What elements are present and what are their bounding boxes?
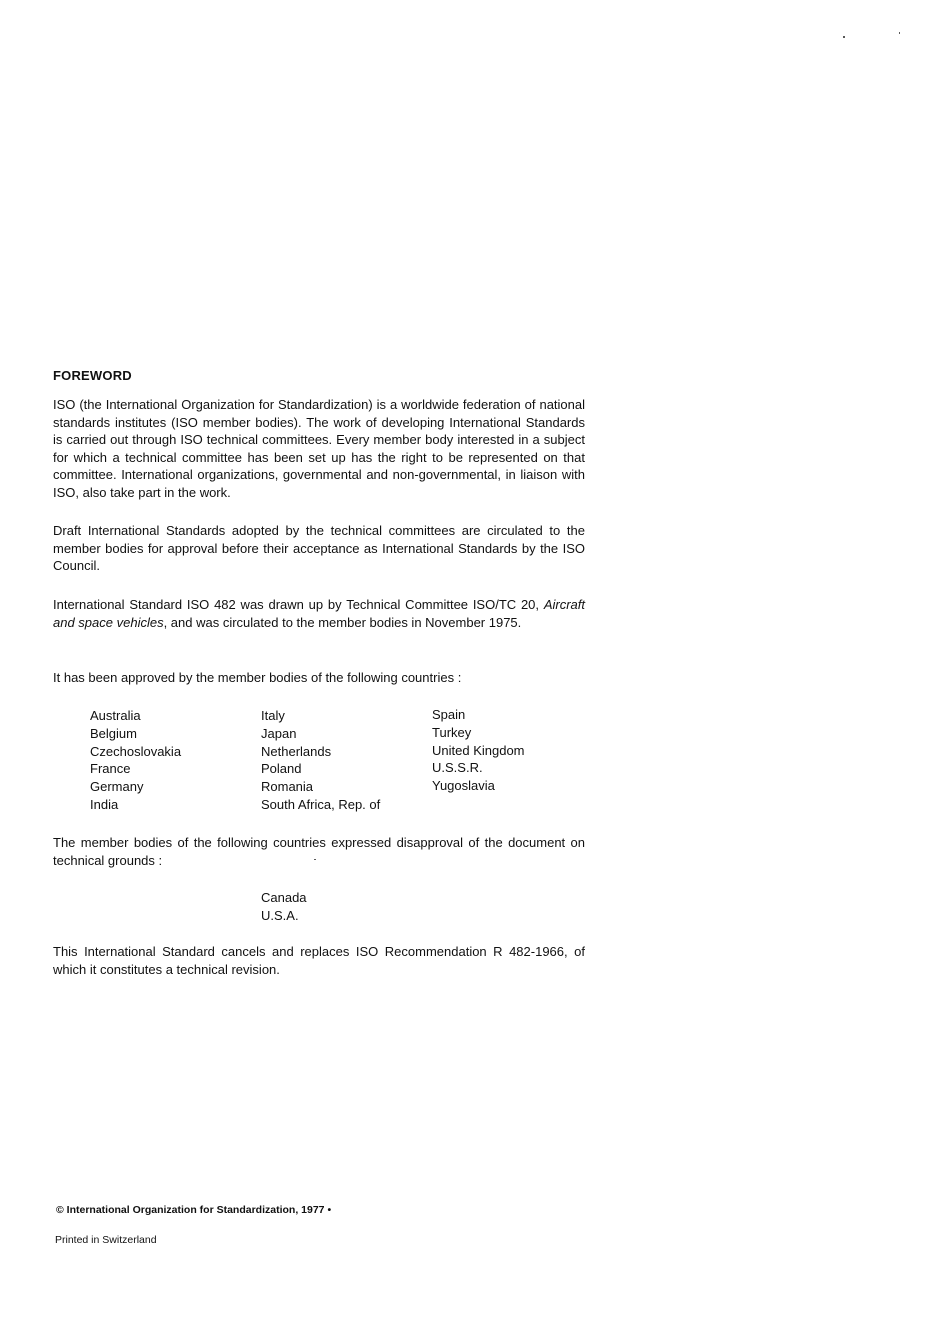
foreword-paragraph-5: The member bodies of the following countries expressed disapproval of the document on technical grounds : (53, 835, 585, 868)
country-name: India (90, 796, 119, 812)
approving-countries-column-3 (432, 706, 525, 795)
country-name: Canada (261, 890, 307, 905)
scan-speck (899, 32, 900, 34)
paragraph-3-text-start: International Standard ISO 482 was drawn up by Technical Committee ISO/TC 20, (53, 597, 540, 612)
country-name: South Africa, Rep. of (261, 796, 381, 812)
disapproving-countries (261, 889, 307, 925)
foreword-paragraph-4: It has been approved by the member bodies of the following countries : (53, 670, 462, 685)
country-name: Belgium (90, 725, 137, 741)
country-name: Turkey (432, 724, 472, 740)
country-name: Australia (90, 708, 141, 723)
committee-title: Aircraft and space vehicles (53, 597, 585, 630)
paragraph-3-text-end: , and was circulated to the member bodies in November 1975. (163, 614, 522, 630)
country-name: Romania (261, 779, 314, 795)
scan-speck (843, 36, 845, 38)
foreword-paragraph-1: ISO (the International Organization for Standardization) is a worldwide federation of national standards institutes (ISO member bodies). The work of developing International Standards is carried out through ISO technical committees. Every member body interested in a subject for which a technical committee has been set up has the right to be represented on that committee. International organizations, governmental and non-governmental, in liaison with ISO, also take part in the work. (53, 397, 585, 500)
printed-in-note: Printed in Switzerland (55, 1234, 157, 1246)
country-name: Poland (261, 761, 302, 777)
country-name: U.S.A. (261, 907, 299, 923)
approving-countries-column-1 (90, 707, 181, 814)
country-name: France (90, 761, 131, 777)
country-name: Japan (261, 725, 297, 741)
foreword-paragraph-2: Draft International Standards adopted by the technical committees are circulated to the member bodies for approval before their acceptance as International Standards by the ISO Council. (53, 523, 585, 574)
country-name: Germany (90, 779, 144, 795)
country-name: U.S.S.R. (432, 760, 483, 776)
country-name: Yugoslavia (432, 778, 495, 794)
copyright-notice: © International Organization for Standardization, 1977 • (56, 1204, 332, 1216)
country-name: United Kingdom (432, 742, 525, 758)
country-name: Spain (432, 707, 466, 722)
foreword-paragraph-3 (53, 596, 585, 631)
foreword-paragraph-6: This International Standard cancels and replaces ISO Recommendation R 482-1966, of which it constitutes a technical revision. (53, 944, 585, 977)
approving-countries-column-2 (261, 707, 380, 814)
country-name: Netherlands (261, 743, 332, 759)
country-name: Italy (261, 708, 285, 723)
foreword-heading: FOREWORD (53, 368, 132, 383)
country-name: Czechoslovakia (90, 743, 182, 759)
